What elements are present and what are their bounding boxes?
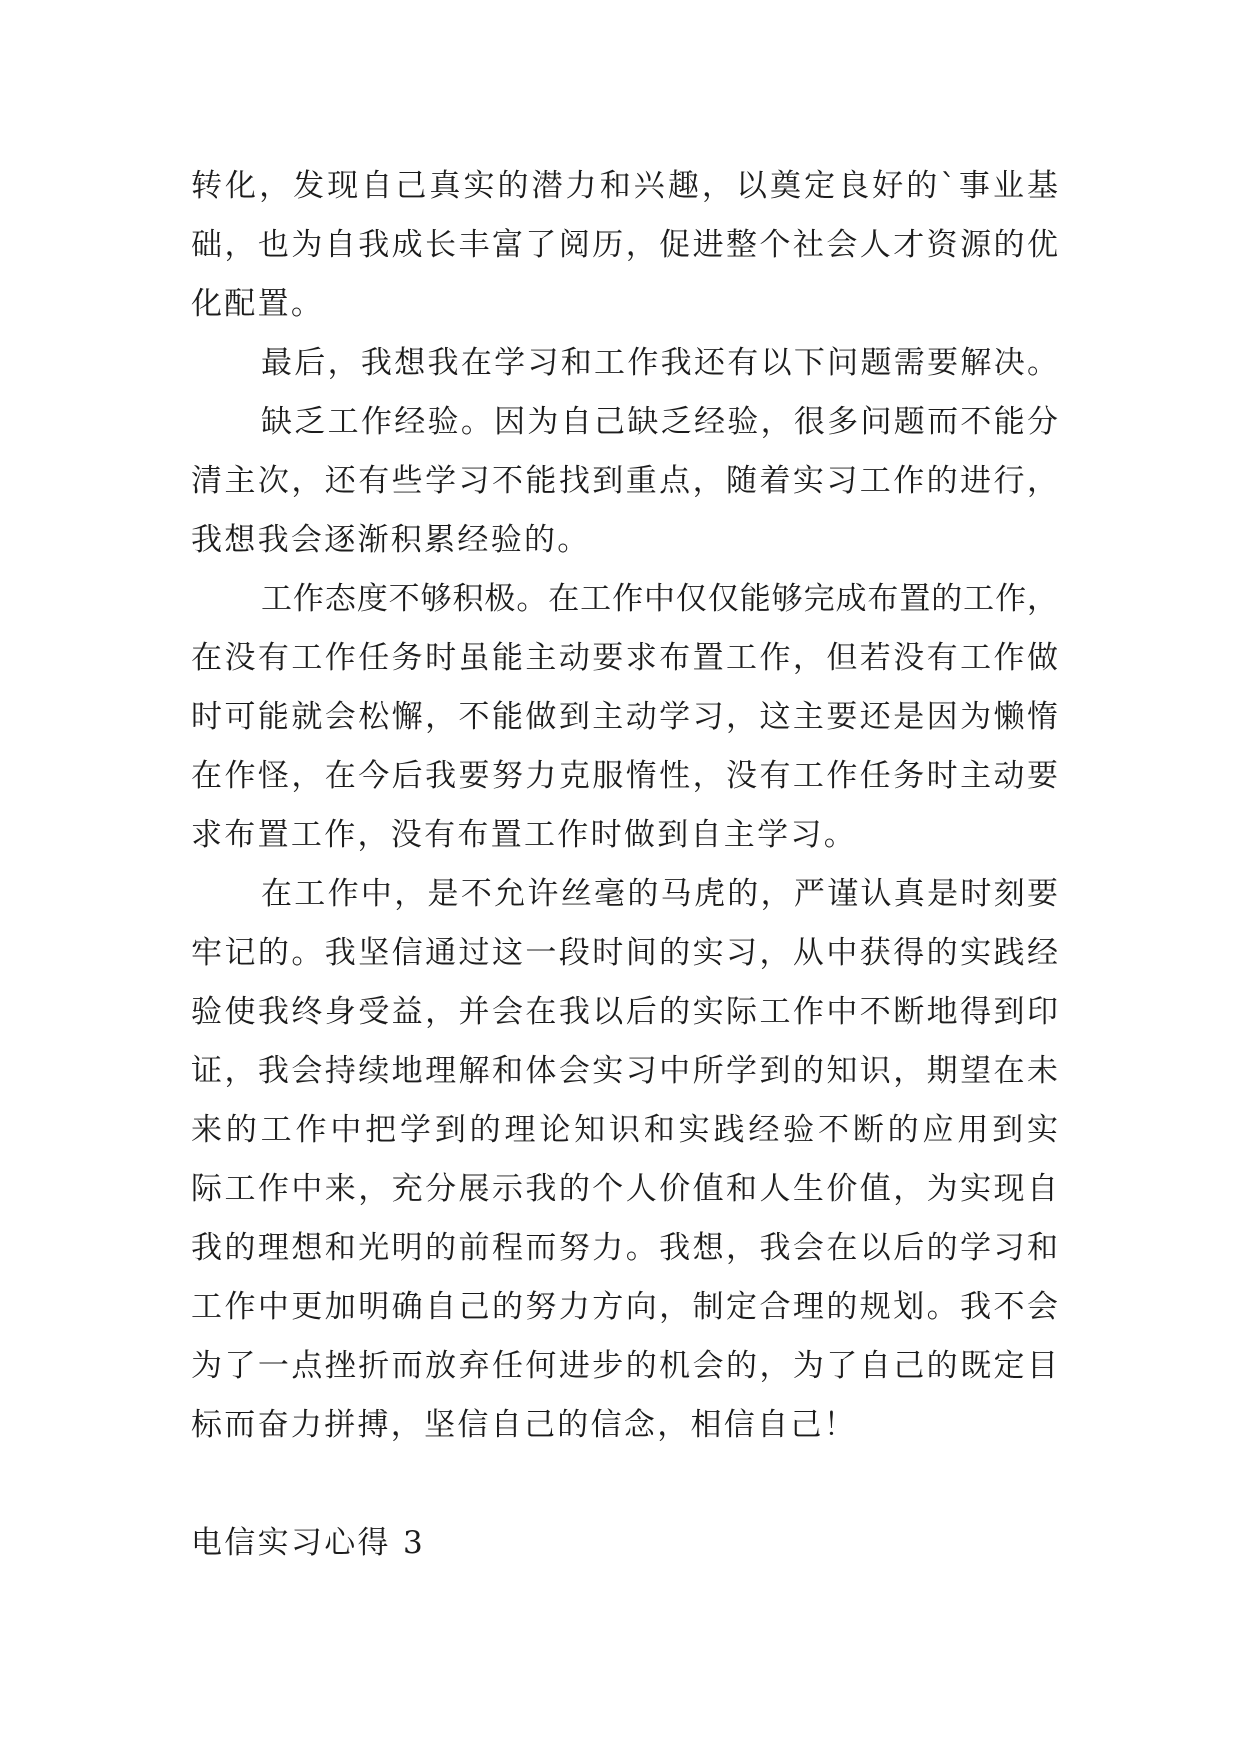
paragraph-3 [191, 393, 1058, 570]
text-line: 验使我终身受益，并会在我以后的实际工作中不断地得到印 [191, 994, 1058, 1030]
text-line: 证，我会持续地理解和体会实习中所学到的知识，期望在未 [191, 1053, 1058, 1089]
text-line: 为了一点挫折而放弃任何进步的机会的，为了自己的既定目 [191, 1348, 1058, 1384]
text-line: 工作中更加明确自己的努力方向，制定合理的规划。我不会 [191, 1289, 1058, 1325]
text-line: 础，也为自我成长丰富了阅历，促进整个社会人才资源的优 [191, 227, 1058, 263]
text-line: 时可能就会松懈，不能做到主动学习，这主要还是因为懒惰 [191, 699, 1058, 735]
text-line: 求布置工作，没有布置工作时做到自主学习。 [191, 817, 857, 853]
paragraph-4 [191, 570, 1058, 865]
text-line: 化配置。 [191, 286, 325, 322]
text-line: 在没有工作任务时虽能主动要求布置工作，但若没有工作做 [191, 640, 1058, 676]
text-line: 清主次，还有些学习不能找到重点，随着实习工作的进行， [191, 463, 1058, 499]
paragraph-5 [191, 865, 1058, 1455]
text-line: 工作态度不够积极。在工作中仅仅能够完成布置的工作， [261, 581, 1058, 617]
text-line: 来的工作中把学到的理论知识和实践经验不断的应用到实 [191, 1112, 1058, 1148]
text-line: 转化，发现自己真实的潜力和兴趣，以奠定良好的`事业基 [191, 168, 1058, 204]
text-line: 牢记的。我坚信通过这一段时间的实习，从中获得的实践经 [191, 935, 1058, 971]
text-line: 缺乏工作经验。因为自己缺乏经验，很多问题而不能分 [261, 404, 1058, 440]
text-line: 我的理想和光明的前程而努力。我想，我会在以后的学习和 [191, 1230, 1058, 1266]
text-line: 我想我会逐渐积累经验的。 [191, 522, 591, 558]
text-line: 在工作中，是不允许丝毫的马虎的，严谨认真是时刻要 [261, 876, 1058, 912]
text-line: 在作怪，在今后我要努力克服惰性，没有工作任务时主动要 [191, 758, 1058, 794]
text-line: 标而奋力拼搏，坚信自己的信念，相信自己！ [191, 1407, 857, 1443]
paragraph-2 [191, 334, 1058, 393]
document-body [191, 157, 1058, 1573]
paragraph-1 [191, 157, 1058, 334]
section-heading: 电信实习心得 3 [191, 1525, 425, 1561]
text-line: 最后，我想我在学习和工作我还有以下问题需要解决。 [261, 345, 1058, 381]
text-line: 际工作中来，充分展示我的个人价值和人生价值，为实现自 [191, 1171, 1058, 1207]
